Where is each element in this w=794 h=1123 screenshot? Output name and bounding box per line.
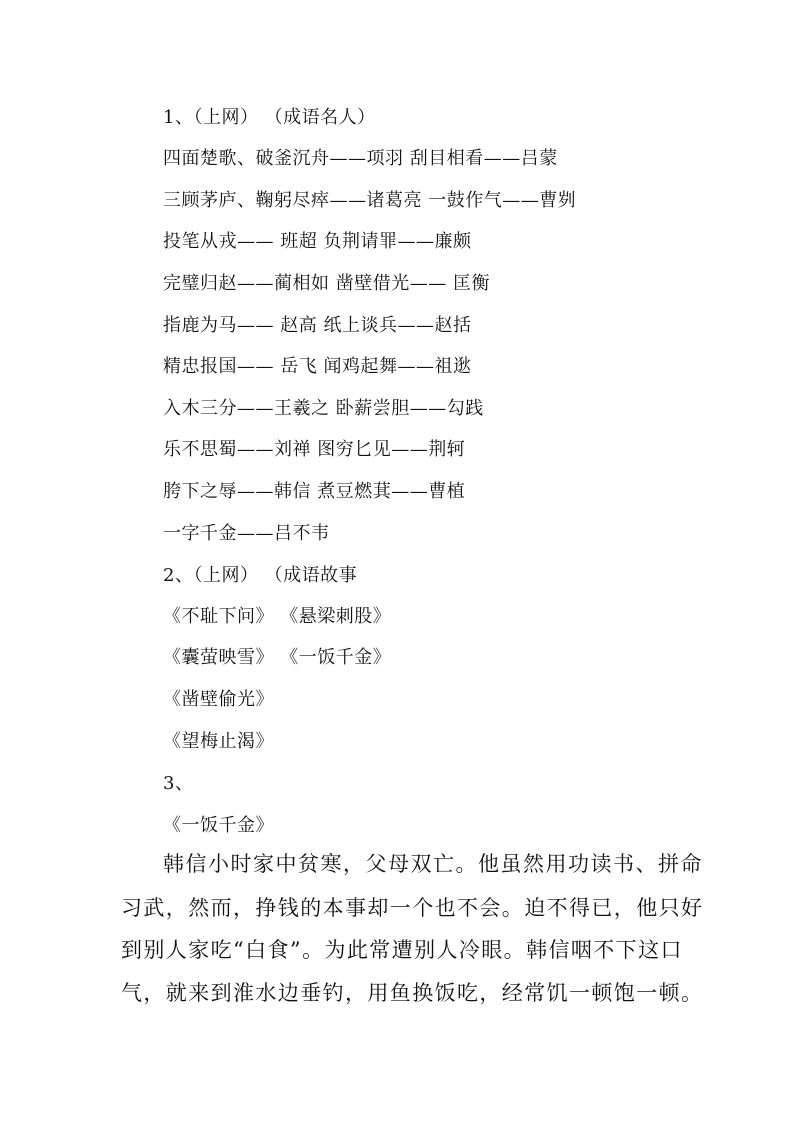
idiom-person-line: 精忠报国—— 岳飞 闻鸡起舞——祖逖 [163, 356, 472, 377]
section1-heading: 1、（上网） （成语名人） [163, 107, 376, 128]
section3-heading: 3、 [163, 773, 194, 794]
idiom-story-line: 《望梅止渴》 [163, 731, 274, 752]
section2-heading: 2、（上网） （成语故事 [163, 565, 358, 586]
idiom-person-line: 三顾茅庐、鞠躬尽瘁——诸葛亮 一鼓作气——曹刿 [163, 190, 577, 211]
story-title: 《一饭千金》 [163, 815, 274, 836]
story-paragraph-line: 气，就来到淮水边垂钓，用鱼换饭吃，经常饥一顿饱一顿。 [121, 981, 704, 1005]
idiom-story-line: 《凿壁偷光》 [163, 689, 274, 710]
idiom-person-line: 乐不思蜀——刘禅 图穷匕见——荆轲 [163, 439, 466, 460]
idiom-story-line: 《囊萤映雪》 《一饭千金》 [163, 647, 392, 668]
idiom-story-line: 《不耻下问》 《悬梁刺股》 [163, 606, 392, 627]
idiom-person-line: 完璧归赵——蔺相如 凿壁借光—— 匡衡 [163, 273, 490, 294]
story-paragraph-line: 韩信小时家中贫寒，父母双亡。他虽然用功读书、拼命 [163, 852, 703, 876]
story-paragraph-line: 习武，然而，挣钱的本事却一个也不会。迫不得已，他只好 [121, 896, 704, 920]
story-paragraph-line: 到别人家吃“白食”。为此常遭别人冷眼。韩信咽不下这口 [121, 938, 683, 962]
idiom-person-line: 入木三分——王羲之 卧薪尝胆——勾践 [163, 398, 484, 419]
idiom-person-line: 指鹿为马—— 赵高 纸上谈兵——赵括 [163, 315, 472, 336]
idiom-person-line: 一字千金——吕不韦 [163, 523, 330, 544]
idiom-person-line: 投笔从戎—— 班超 负荆请罪——廉颇 [163, 231, 472, 252]
idiom-person-line: 四面楚歌、破釜沉舟——项羽 刮目相看——吕蒙 [163, 148, 558, 169]
idiom-person-line: 胯下之辱——韩信 煮豆燃萁——曹植 [163, 481, 466, 502]
